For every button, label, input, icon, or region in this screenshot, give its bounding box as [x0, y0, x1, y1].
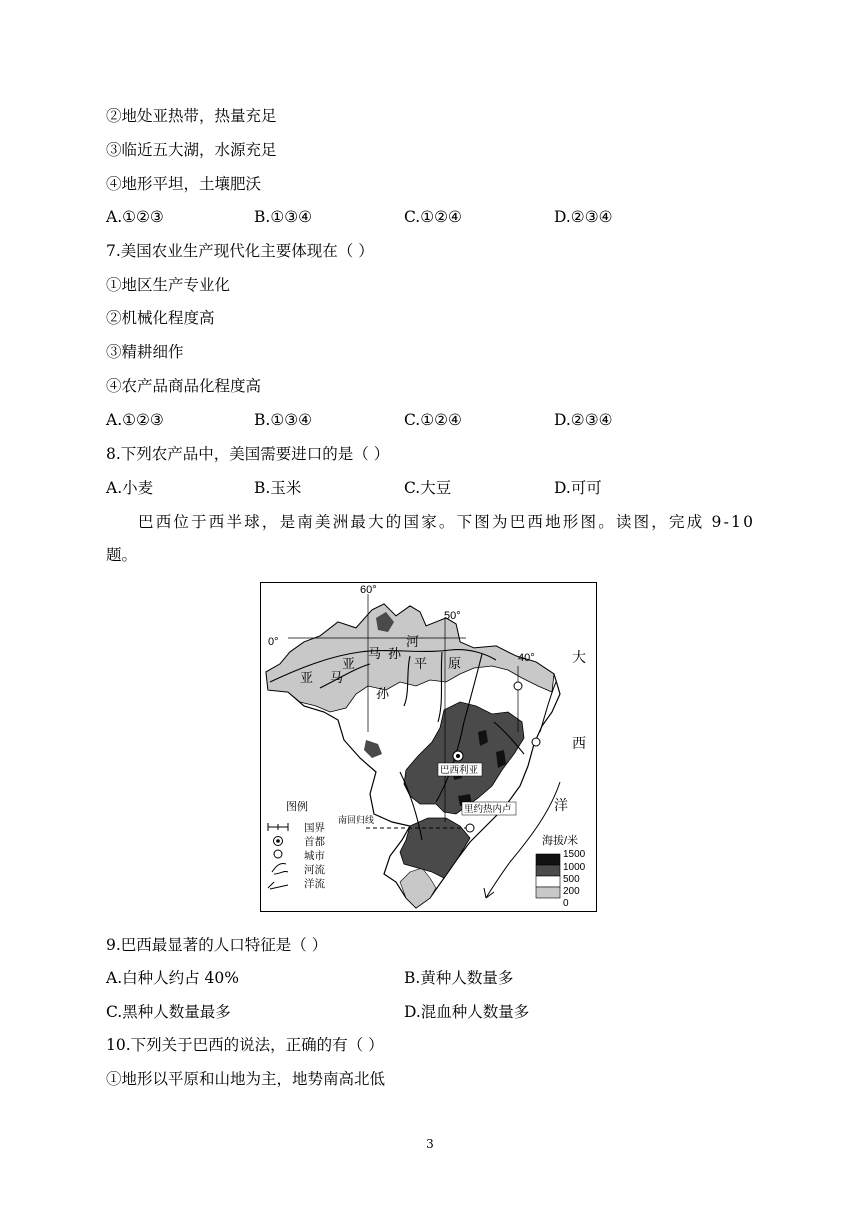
- elev-value: 200: [563, 886, 580, 897]
- intro-line-2: 题。: [106, 546, 138, 564]
- q8-option-b: B.玉米: [254, 479, 302, 497]
- legend-title: 图例: [286, 801, 308, 813]
- region-char: 孙: [376, 686, 390, 701]
- q6-option-a: A.①②③: [106, 208, 164, 226]
- q8-option-a: A.小麦: [106, 479, 154, 497]
- region-char: 马: [330, 670, 344, 685]
- lat-label-0: 0°: [268, 636, 279, 648]
- q6-item-4: ④地形平坦，土壤肥沃: [106, 175, 262, 193]
- q8-stem: 8.下列农产品中，美国需要进口的是（ ）: [106, 445, 390, 463]
- region-char: 孙: [388, 646, 402, 661]
- region-char: 马: [368, 646, 382, 661]
- legend-city-label: 城市: [304, 850, 325, 862]
- region-char: 亚: [342, 656, 356, 671]
- elev-value: 1000: [563, 862, 586, 873]
- elevation-title: 海拔/米: [542, 835, 579, 847]
- tropic-label: 南回归线: [338, 815, 375, 825]
- legend-border-label: 国界: [304, 822, 325, 834]
- q8-option-c: C.大豆: [404, 479, 452, 497]
- rio-city-marker: [466, 824, 474, 832]
- q10-stem: 10.下列关于巴西的说法，正确的有（ ）: [106, 1036, 384, 1054]
- legend-capital-label: 首都: [304, 836, 325, 848]
- elev-swatch-500: [536, 876, 560, 887]
- region-char: 亚: [300, 670, 314, 685]
- q7-option-c: C.①②④: [404, 411, 462, 429]
- brazil-terrain-map: [260, 582, 597, 912]
- q7-item-1: ①地区生产专业化: [106, 276, 231, 294]
- legend-river-label: 河流: [304, 864, 325, 876]
- lon-label-50: 50°: [444, 610, 461, 622]
- q9-option-a: A.白种人约占 40%: [106, 969, 239, 987]
- intro-line-1: 巴西位于西半球，是南美洲最大的国家。下图为巴西地形图。读图，完成 9-10: [138, 513, 756, 531]
- q6-item-3: ③临近五大湖，水源充足: [106, 141, 277, 159]
- rio-label: 里约热内卢: [464, 804, 512, 815]
- q7-stem: 7.美国农业生产现代化主要体现在（ ）: [106, 242, 374, 260]
- ocean-char: 洋: [554, 797, 568, 813]
- q8-option-d: D.可可: [554, 479, 602, 497]
- q7-item-2: ②机械化程度高: [106, 309, 215, 327]
- lon-label-60: 60°: [360, 584, 377, 596]
- q7-option-b: B.①③④: [254, 411, 313, 429]
- city-marker: [514, 682, 522, 690]
- q9-option-c: C.黑种人数量最多: [106, 1003, 231, 1021]
- q7-item-4: ④农产品商品化程度高: [106, 377, 262, 395]
- elev-swatch-1000: [536, 865, 560, 876]
- capital-label: 巴西利亚: [440, 765, 479, 776]
- q9-option-b: B.黄种人数量多: [404, 969, 514, 987]
- ocean-char: 西: [572, 735, 586, 751]
- q6-option-c: C.①②④: [404, 208, 462, 226]
- page-number: 3: [426, 1137, 434, 1151]
- elev-swatch-200: [536, 887, 560, 898]
- region-char: 平: [414, 656, 428, 671]
- q9-stem: 9.巴西最显著的人口特征是（ ）: [106, 936, 328, 954]
- elev-value: 500: [563, 874, 580, 885]
- region-char: 河: [406, 634, 420, 649]
- q7-option-a: A.①②③: [106, 411, 164, 429]
- q7-item-3: ③精耕细作: [106, 343, 184, 361]
- region-char: 原: [448, 656, 462, 671]
- q9-option-d: D.混血种人数量多: [404, 1003, 530, 1021]
- elev-value: 1500: [563, 849, 586, 860]
- q10-item-1: ①地形以平原和山地为主，地势南高北低: [106, 1070, 386, 1088]
- ocean-char: 大: [572, 649, 586, 665]
- lon-label-40: 40°: [518, 652, 535, 664]
- q6-item-2: ②地处亚热带，热量充足: [106, 107, 277, 125]
- q6-option-b: B.①③④: [254, 208, 313, 226]
- city-marker: [532, 738, 540, 746]
- q6-option-d: D.②③④: [554, 208, 613, 226]
- elev-swatch-1500: [536, 854, 560, 865]
- elev-value: 0: [563, 898, 569, 909]
- legend-current-label: 洋流: [304, 878, 325, 890]
- q7-option-d: D.②③④: [554, 411, 613, 429]
- capital-marker-dot: [456, 754, 460, 758]
